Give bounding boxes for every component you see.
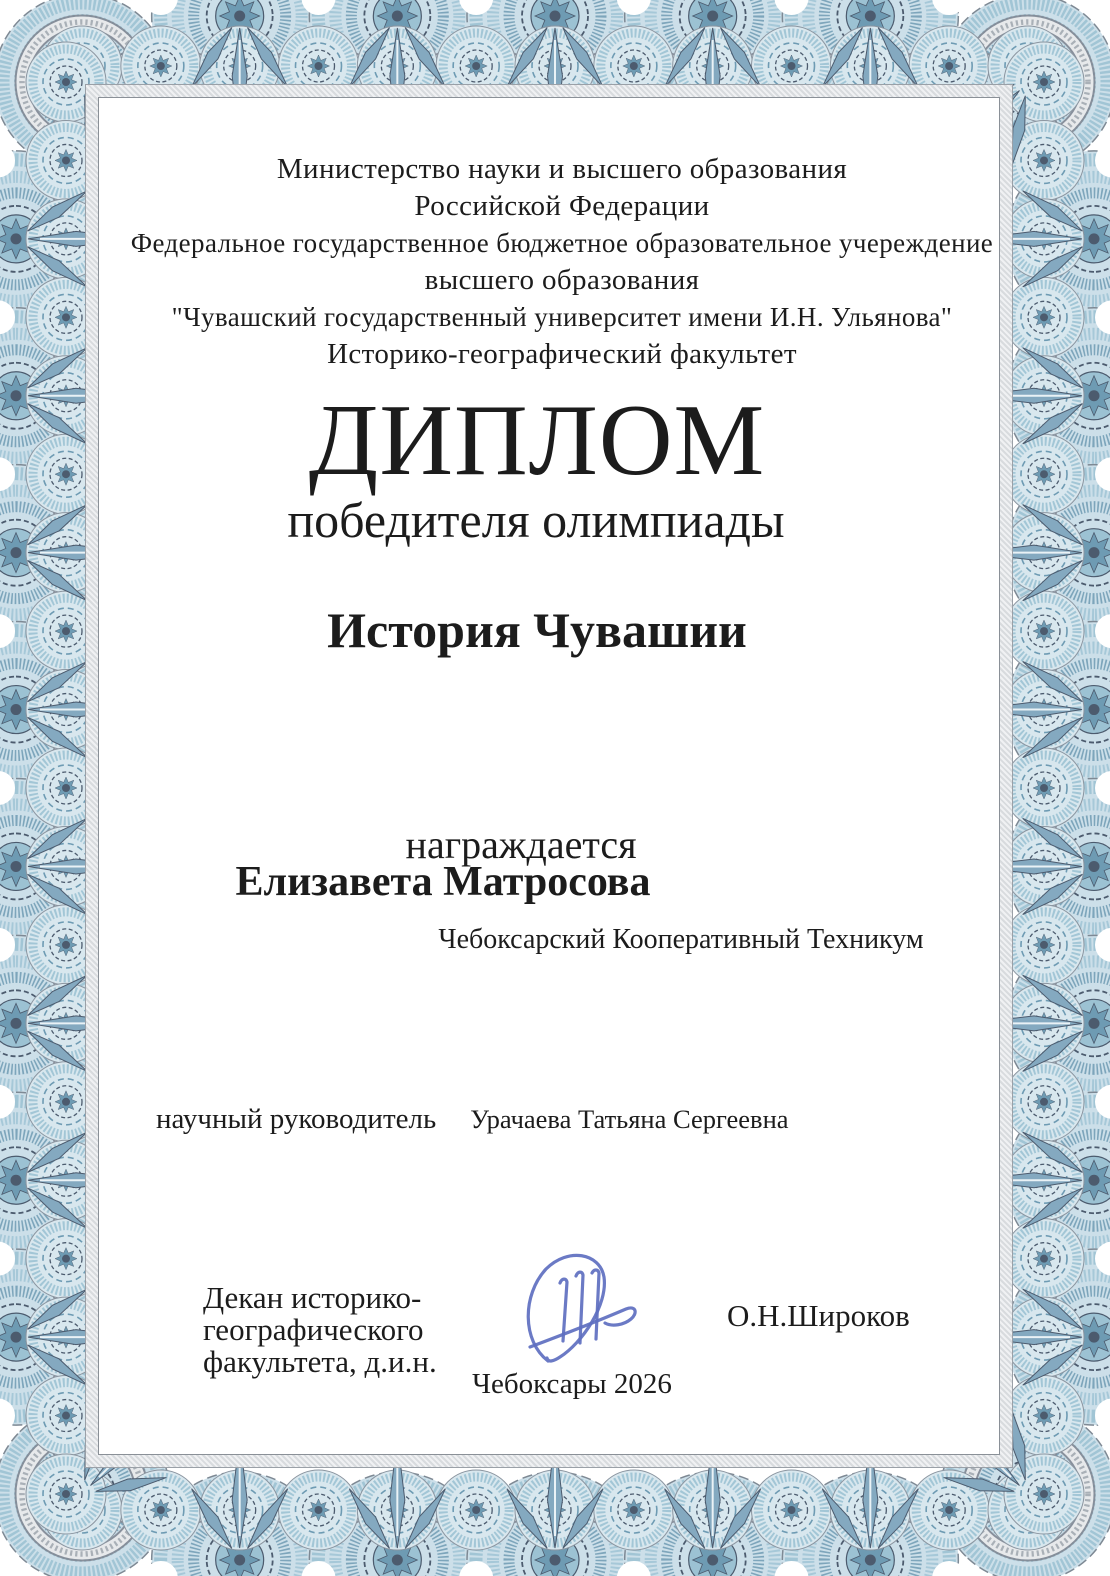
diploma-subtitle: победителя олимпиады <box>287 492 785 548</box>
supervisor-label: научный руководитель <box>156 1103 437 1135</box>
header-line-institution-type: Федеральное государственное бюджетное образовательное учереждение <box>130 228 994 258</box>
signatory-name: О.Н.Широков <box>727 1298 910 1333</box>
signature-scribble <box>514 1253 646 1365</box>
header-line-university: "Чувашский государственный университет имени И.Н. Ульянова" <box>171 302 953 332</box>
award-label: награждается <box>405 822 637 867</box>
recipient-name: Елизавета Матросова <box>235 859 651 905</box>
recipient-institution: Чебоксарский Кооперативный Техникум <box>438 924 924 955</box>
signatory-title <box>203 1282 437 1378</box>
certificate-content <box>98 97 1000 1455</box>
diploma-title: ДИПЛОМ <box>308 384 766 497</box>
header-line-ministry: Министерство науки и высшего образования <box>276 153 848 185</box>
header-line-education-level: высшего образования <box>424 264 700 296</box>
certificate-frame <box>85 84 1013 1468</box>
supervisor-name: Урачаева Татьяна Сергеевна <box>470 1104 789 1134</box>
city-year: Чебоксары 2026 <box>472 1368 672 1400</box>
signatory-title-line-3: факультета, д.и.н. <box>203 1344 437 1379</box>
signatory-title-line-2: географического <box>203 1312 424 1347</box>
header-line-federation: Российской Федерации <box>414 190 710 222</box>
supervisor-row <box>156 1103 789 1136</box>
issuer-header <box>112 151 1012 373</box>
header-line-faculty: Историко-географический факультет <box>327 338 797 370</box>
signatory-title-line-1: Декан историко- <box>203 1280 422 1315</box>
olympiad-name: История Чувашии <box>327 602 747 658</box>
